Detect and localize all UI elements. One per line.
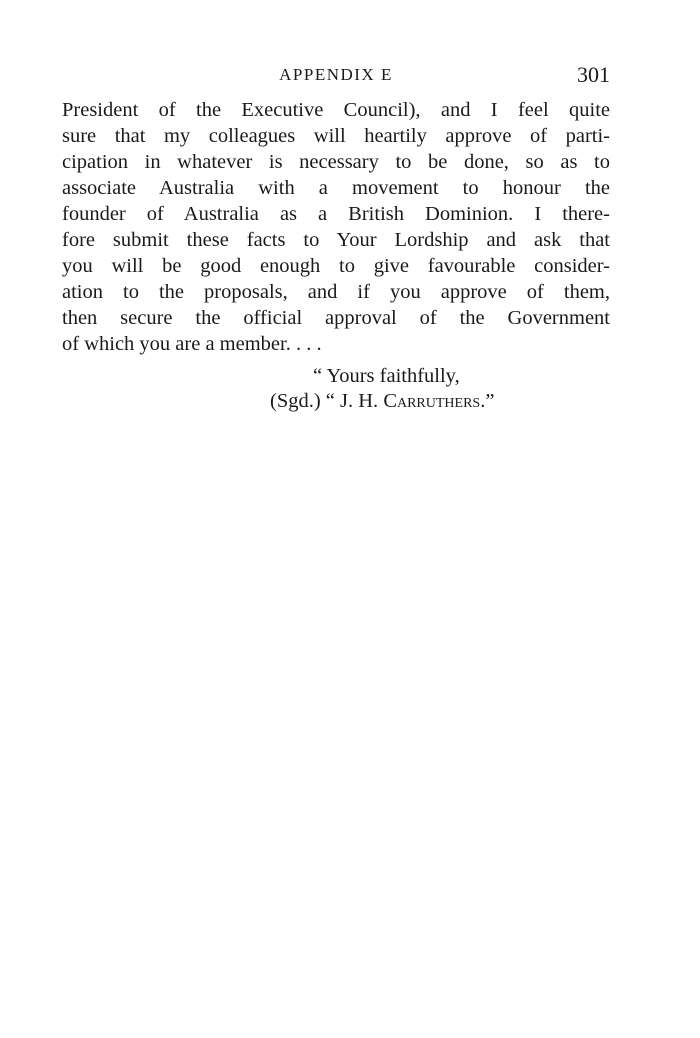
- text-line: founder of Australia as a British Dominion. I there-: [62, 203, 610, 225]
- text-line: then secure the official approval of the Government: [62, 307, 610, 329]
- closing-salutation: “ Yours faithfully,: [313, 365, 460, 387]
- letter-body: [62, 97, 610, 357]
- page-header: [62, 60, 610, 90]
- text-line: you will be good enough to give favourable consider-: [62, 255, 610, 277]
- text-line: ation to the proposals, and if you approve of them,: [62, 281, 610, 303]
- signature-line: [270, 388, 494, 414]
- signature-name: Carruthers.”: [383, 390, 495, 412]
- text-line: of which you are a member. . . .: [62, 333, 322, 355]
- running-head: APPENDIX E: [279, 65, 393, 84]
- text-line: cipation in whatever is necessary to be done, so as to: [62, 151, 610, 173]
- signature-prefix: (Sgd.) “ J. H.: [270, 390, 384, 412]
- page-number: 301: [577, 62, 610, 87]
- text-line: sure that my colleagues will heartily approve of parti-: [62, 125, 610, 147]
- text-line: associate Australia with a movement to honour the: [62, 177, 610, 199]
- text-line: President of the Executive Council), and I feel quite: [62, 99, 610, 121]
- text-line: fore submit these facts to Your Lordship and ask that: [62, 229, 610, 251]
